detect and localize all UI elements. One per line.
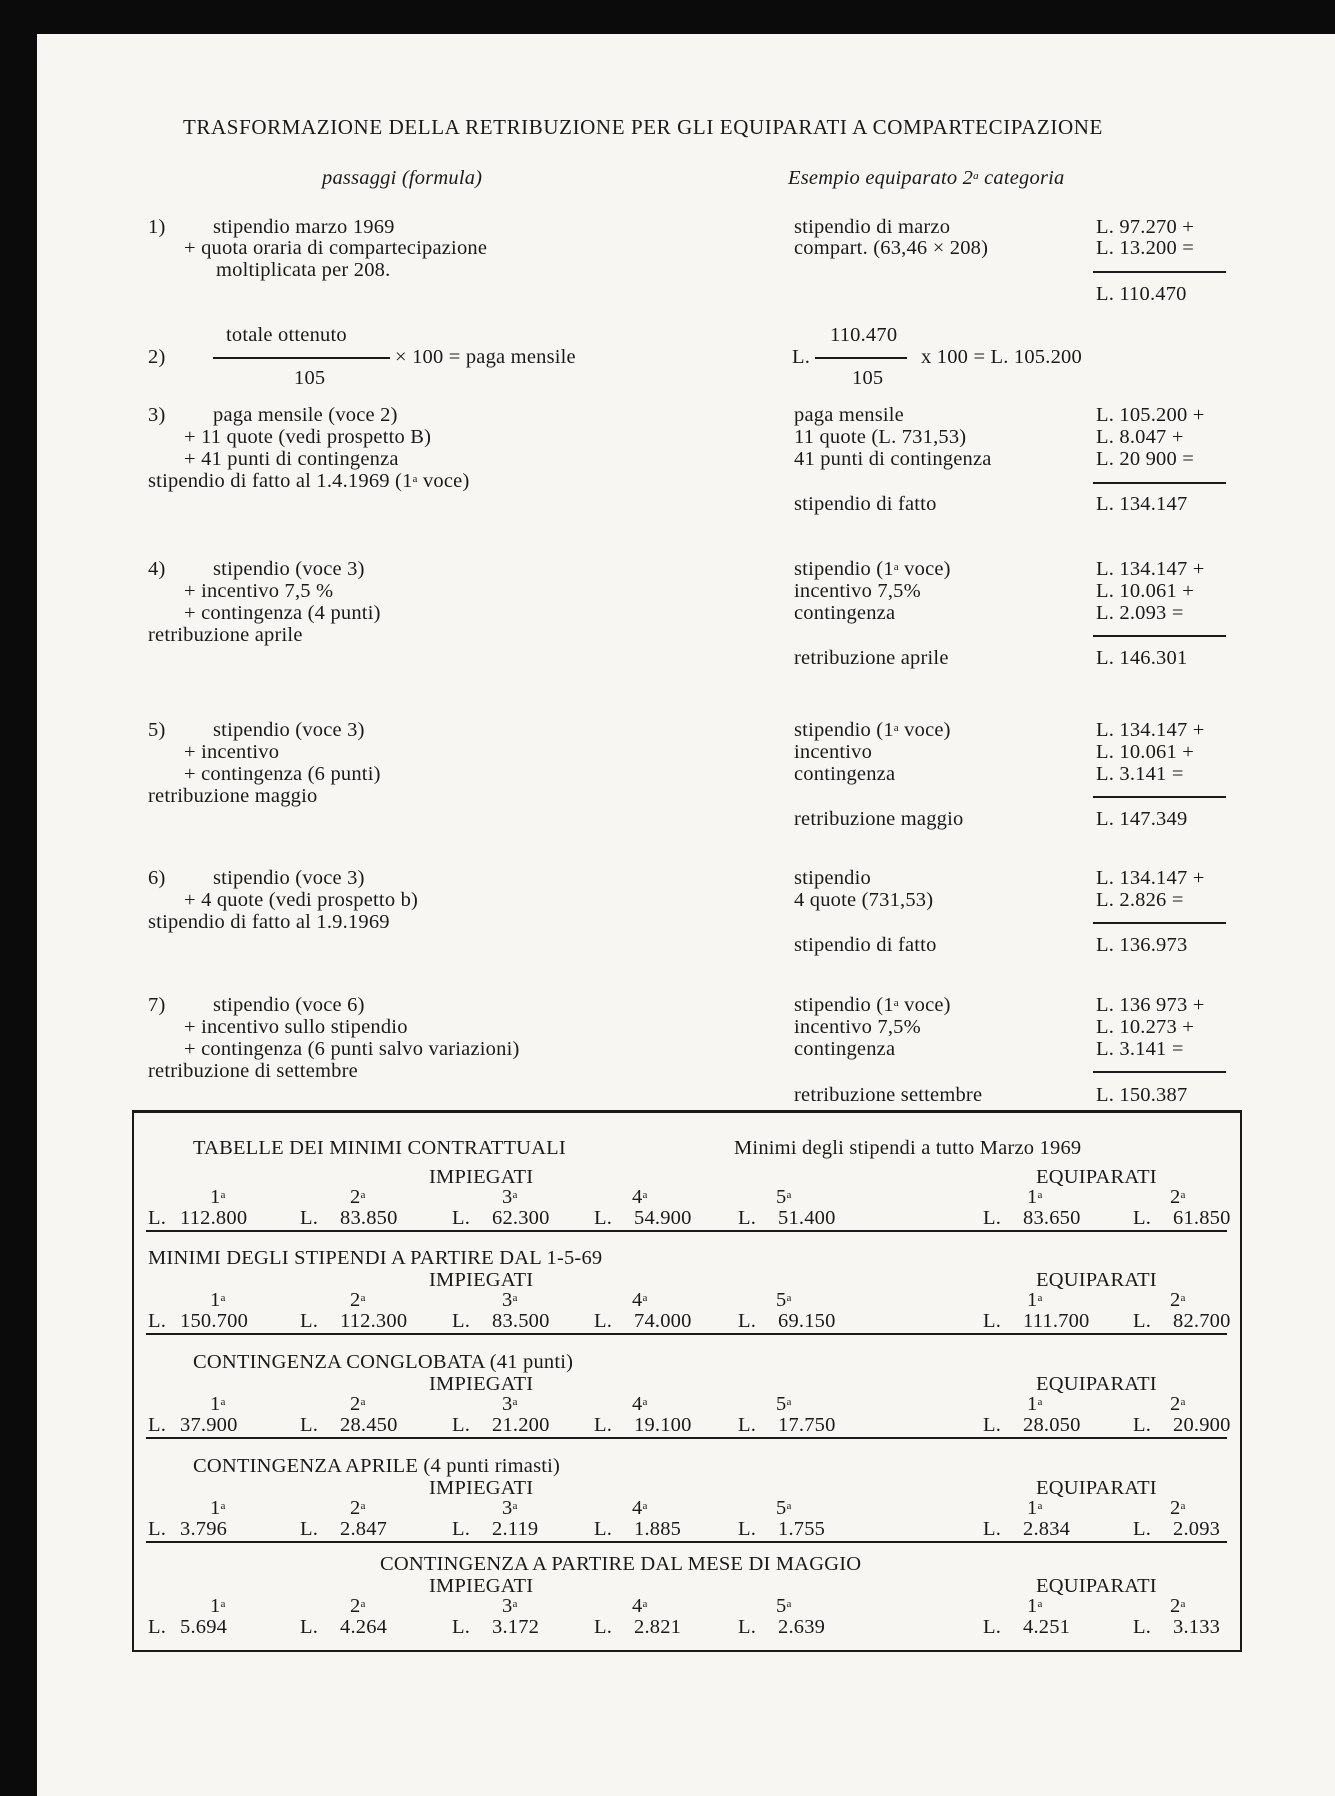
category-label: 3$^a$: [502, 1289, 518, 1311]
currency-prefix: L.: [983, 1207, 1002, 1229]
category-label: 5$^a$: [776, 1393, 792, 1415]
minimum-value: 51.400: [778, 1207, 836, 1229]
left-column-header: passaggi (formula): [322, 167, 483, 189]
example-5-value-a: L. 134.147 +: [1096, 719, 1205, 741]
category-label: 4$^a$: [632, 1595, 648, 1617]
category-label: 4$^a$: [632, 1289, 648, 1311]
currency-prefix: L.: [148, 1207, 167, 1229]
example-3-label-c: 41 punti di contingenza: [794, 448, 992, 470]
category-label: 3$^a$: [502, 1497, 518, 1519]
example-4-value-b: L. 10.061 +: [1096, 580, 1195, 602]
category-label: 2$^a$: [1170, 1595, 1186, 1617]
currency-prefix: L.: [300, 1518, 319, 1540]
minimum-value: 4.264: [340, 1616, 388, 1638]
step-5-line-2: + incentivo: [184, 741, 280, 763]
example-4-label-b: incentivo 7,5%: [794, 580, 921, 602]
impiegati-heading: IMPIEGATI: [429, 1477, 534, 1499]
currency-prefix: L.: [738, 1207, 757, 1229]
minimum-value: 2.119: [492, 1518, 539, 1540]
table-section-title: MINIMI DEGLI STIPENDI A PARTIRE DAL 1-5-69: [148, 1247, 603, 1269]
tables-header-left: TABELLE DEI MINIMI CONTRATTUALI: [193, 1137, 566, 1159]
example-1-value-a: L. 97.270 +: [1096, 216, 1195, 238]
example-3-total-value: L. 134.147: [1096, 493, 1188, 515]
section-divider: [146, 1541, 1227, 1543]
minimum-value: 2.847: [340, 1518, 388, 1540]
step-7-line-1: stipendio (voce 6): [213, 994, 365, 1016]
example-2-result: x 100 = L. 105.200: [921, 346, 1082, 368]
currency-prefix: L.: [300, 1616, 319, 1638]
sum-rule: [1093, 922, 1226, 924]
step-6-line-2: + 4 quote (vedi prospetto b): [184, 889, 419, 911]
category-label: 5$^a$: [776, 1289, 792, 1311]
currency-prefix: L.: [983, 1518, 1002, 1540]
category-label: 2$^a$: [350, 1186, 366, 1208]
example-3-label-b: 11 quote (L. 731,53): [794, 426, 967, 448]
category-label: 2$^a$: [350, 1497, 366, 1519]
minimum-value: 62.300: [492, 1207, 550, 1229]
category-label: 1$^a$: [210, 1497, 226, 1519]
example-7-value-b: L. 10.273 +: [1096, 1016, 1195, 1038]
currency-prefix: L.: [148, 1616, 167, 1638]
example-5-label-a: stipendio (1$^a$ voce): [794, 719, 951, 741]
example-2-numerator: 110.470: [830, 324, 898, 346]
example-6-total-value: L. 136.973: [1096, 934, 1188, 956]
step-3-line-4: stipendio di fatto al 1.4.1969 (1$^a$ voce): [148, 470, 470, 492]
minimum-value: 37.900: [180, 1414, 238, 1436]
step-4-line-3: + contingenza (4 punti): [184, 602, 381, 624]
minimum-value: 112.800: [180, 1207, 248, 1229]
minimum-value: 1.885: [634, 1518, 682, 1540]
minimum-value: 28.050: [1023, 1414, 1081, 1436]
currency-prefix: L.: [1133, 1518, 1152, 1540]
category-label: 5$^a$: [776, 1497, 792, 1519]
example-7-label-a: stipendio (1$^a$ voce): [794, 994, 951, 1016]
minimum-value: 4.251: [1023, 1616, 1071, 1638]
example-7-total-value: L. 150.387: [1096, 1084, 1188, 1106]
example-6-value-b: L. 2.826 =: [1096, 889, 1184, 911]
currency-prefix: L.: [1133, 1414, 1152, 1436]
step-7-number: 7): [148, 994, 166, 1016]
step-2-number: 2): [148, 346, 166, 368]
minimum-value: 19.100: [634, 1414, 692, 1436]
category-label: 1$^a$: [1027, 1595, 1043, 1617]
step-2-numerator: totale ottenuto: [226, 324, 347, 346]
currency-prefix: L.: [148, 1310, 167, 1332]
category-label: 4$^a$: [632, 1497, 648, 1519]
minimum-value: 2.093: [1173, 1518, 1221, 1540]
example-1-label-a: stipendio di marzo: [794, 216, 951, 238]
example-7-value-c: L. 3.141 =: [1096, 1038, 1184, 1060]
currency-prefix: L.: [452, 1616, 471, 1638]
step-1-line-1: stipendio marzo 1969: [213, 216, 395, 238]
category-label: 1$^a$: [210, 1595, 226, 1617]
equiparati-heading: EQUIPARATI: [1036, 1477, 1157, 1499]
example-5-value-b: L. 10.061 +: [1096, 741, 1195, 763]
example-6-label-a: stipendio: [794, 867, 871, 889]
fraction-bar: [213, 357, 390, 359]
example-5-label-b: incentivo: [794, 741, 873, 763]
example-4-total-label: retribuzione aprile: [794, 647, 949, 669]
currency-prefix: L.: [452, 1310, 471, 1332]
minimum-value: 3.796: [180, 1518, 228, 1540]
minimum-value: 83.850: [340, 1207, 398, 1229]
step-7-line-2: + incentivo sullo stipendio: [184, 1016, 408, 1038]
step-7-line-4: retribuzione di settembre: [148, 1060, 358, 1082]
example-3-value-b: L. 8.047 +: [1096, 426, 1184, 448]
step-2-formula: × 100 = paga mensile: [395, 346, 576, 368]
minimum-value: 2.834: [1023, 1518, 1071, 1540]
minimum-value: 3.133: [1173, 1616, 1221, 1638]
currency-prefix: L.: [983, 1616, 1002, 1638]
equiparati-heading: EQUIPARATI: [1036, 1166, 1157, 1188]
step-4-line-2: + incentivo 7,5 %: [184, 580, 334, 602]
minimum-value: 112.300: [340, 1310, 408, 1332]
sum-rule: [1093, 635, 1226, 637]
example-3-value-a: L. 105.200 +: [1096, 404, 1205, 426]
example-4-label-c: contingenza: [794, 602, 896, 624]
step-1-line-3: moltiplicata per 208.: [216, 259, 391, 281]
minimum-value: 5.694: [180, 1616, 228, 1638]
section-divider: [146, 1230, 1227, 1232]
category-label: 1$^a$: [1027, 1186, 1043, 1208]
section-divider: [146, 1333, 1227, 1335]
right-column-header: Esempio equiparato 2$^a$ categoria: [788, 167, 1065, 189]
minimum-value: 2.639: [778, 1616, 826, 1638]
table-section-title: CONTINGENZA APRILE (4 punti rimasti): [193, 1455, 561, 1477]
minimum-value: 83.500: [492, 1310, 550, 1332]
minimum-value: 69.150: [778, 1310, 836, 1332]
sum-rule: [1093, 271, 1226, 273]
example-5-value-c: L. 3.141 =: [1096, 763, 1184, 785]
example-5-total-label: retribuzione maggio: [794, 808, 964, 830]
category-label: 2$^a$: [1170, 1289, 1186, 1311]
minimum-value: 83.650: [1023, 1207, 1081, 1229]
minimum-value: 61.850: [1173, 1207, 1231, 1229]
example-7-total-label: retribuzione settembre: [794, 1084, 983, 1106]
table-section-title: CONTINGENZA A PARTIRE DAL MESE DI MAGGIO: [380, 1553, 862, 1575]
minimum-value: 3.172: [492, 1616, 540, 1638]
category-label: 1$^a$: [1027, 1393, 1043, 1415]
currency-prefix: L.: [1133, 1616, 1152, 1638]
example-2-prefix: L.: [792, 346, 811, 368]
category-label: 5$^a$: [776, 1186, 792, 1208]
sum-rule: [1093, 482, 1226, 484]
currency-prefix: L.: [1133, 1310, 1152, 1332]
category-label: 4$^a$: [632, 1393, 648, 1415]
step-1-number: 1): [148, 216, 166, 238]
currency-prefix: L.: [148, 1414, 167, 1436]
example-6-value-a: L. 134.147 +: [1096, 867, 1205, 889]
equiparati-heading: EQUIPARATI: [1036, 1269, 1157, 1291]
step-4-line-4: retribuzione aprile: [148, 624, 303, 646]
example-1-value-b: L. 13.200 =: [1096, 237, 1195, 259]
minimum-value: 74.000: [634, 1310, 692, 1332]
example-7-label-b: incentivo 7,5%: [794, 1016, 921, 1038]
category-label: 3$^a$: [502, 1595, 518, 1617]
minimum-value: 20.900: [1173, 1414, 1231, 1436]
step-5-line-3: + contingenza (6 punti): [184, 763, 381, 785]
step-6-line-3: stipendio di fatto al 1.9.1969: [148, 911, 390, 933]
currency-prefix: L.: [594, 1310, 613, 1332]
example-4-value-a: L. 134.147 +: [1096, 558, 1205, 580]
example-4-label-a: stipendio (1$^a$ voce): [794, 558, 951, 580]
example-3-value-c: L. 20 900 =: [1096, 448, 1195, 470]
currency-prefix: L.: [300, 1414, 319, 1436]
category-label: 2$^a$: [350, 1289, 366, 1311]
step-5-line-1: stipendio (voce 3): [213, 719, 365, 741]
example-4-value-c: L. 2.093 =: [1096, 602, 1184, 624]
example-7-label-c: contingenza: [794, 1038, 896, 1060]
step-2-denominator: 105: [294, 367, 326, 389]
example-3-label-a: paga mensile: [794, 404, 904, 426]
example-1-label-b: compart. (63,46 × 208): [794, 237, 989, 259]
category-label: 1$^a$: [210, 1393, 226, 1415]
example-5-label-c: contingenza: [794, 763, 896, 785]
sum-rule: [1093, 1071, 1226, 1073]
category-label: 2$^a$: [1170, 1186, 1186, 1208]
step-4-number: 4): [148, 558, 166, 580]
impiegati-heading: IMPIEGATI: [429, 1373, 534, 1395]
category-label: 1$^a$: [1027, 1497, 1043, 1519]
sum-rule: [1093, 796, 1226, 798]
example-5-total-value: L. 147.349: [1096, 808, 1188, 830]
impiegati-heading: IMPIEGATI: [429, 1166, 534, 1188]
example-3-total-label: stipendio di fatto: [794, 493, 937, 515]
minimum-value: 150.700: [180, 1310, 249, 1332]
table-section-title: CONTINGENZA CONGLOBATA (41 punti): [193, 1351, 574, 1373]
currency-prefix: L.: [452, 1518, 471, 1540]
step-1-line-2: + quota oraria di compartecipazione: [184, 237, 488, 259]
currency-prefix: L.: [594, 1414, 613, 1436]
impiegati-heading: IMPIEGATI: [429, 1575, 534, 1597]
currency-prefix: L.: [300, 1207, 319, 1229]
example-6-total-label: stipendio di fatto: [794, 934, 937, 956]
currency-prefix: L.: [738, 1414, 757, 1436]
category-label: 1$^a$: [210, 1289, 226, 1311]
step-5-line-4: retribuzione maggio: [148, 785, 318, 807]
currency-prefix: L.: [300, 1310, 319, 1332]
step-3-number: 3): [148, 404, 166, 426]
example-1-total: L. 110.470: [1096, 283, 1187, 305]
category-label: 3$^a$: [502, 1393, 518, 1415]
step-4-line-1: stipendio (voce 3): [213, 558, 365, 580]
step-5-number: 5): [148, 719, 166, 741]
category-label: 3$^a$: [502, 1186, 518, 1208]
step-7-line-3: + contingenza (6 punti salvo variazioni): [184, 1038, 520, 1060]
currency-prefix: L.: [738, 1616, 757, 1638]
impiegati-heading: IMPIEGATI: [429, 1269, 534, 1291]
document-title: TRASFORMAZIONE DELLA RETRIBUZIONE PER GLI EQUIPARATI A COMPARTECIPAZIONE: [183, 115, 1103, 139]
fraction-bar: [815, 357, 907, 359]
minimum-value: 21.200: [492, 1414, 550, 1436]
step-3-line-3: + 41 punti di contingenza: [184, 448, 399, 470]
currency-prefix: L.: [452, 1414, 471, 1436]
currency-prefix: L.: [983, 1414, 1002, 1436]
equiparati-heading: EQUIPARATI: [1036, 1373, 1157, 1395]
section-divider: [146, 1437, 1227, 1439]
step-6-number: 6): [148, 867, 166, 889]
currency-prefix: L.: [738, 1310, 757, 1332]
category-label: 2$^a$: [350, 1393, 366, 1415]
category-label: 5$^a$: [776, 1595, 792, 1617]
category-label: 2$^a$: [350, 1595, 366, 1617]
currency-prefix: L.: [594, 1207, 613, 1229]
category-label: 2$^a$: [1170, 1393, 1186, 1415]
minimum-value: 2.821: [634, 1616, 682, 1638]
minimum-value: 1.755: [778, 1518, 826, 1540]
minimum-value: 17.750: [778, 1414, 836, 1436]
currency-prefix: L.: [738, 1518, 757, 1540]
step-6-line-1: stipendio (voce 3): [213, 867, 365, 889]
category-label: 4$^a$: [632, 1186, 648, 1208]
category-label: 1$^a$: [210, 1186, 226, 1208]
currency-prefix: L.: [148, 1518, 167, 1540]
minimum-value: 54.900: [634, 1207, 692, 1229]
minimum-value: 82.700: [1173, 1310, 1231, 1332]
currency-prefix: L.: [1133, 1207, 1152, 1229]
minimum-value: 111.700: [1023, 1310, 1090, 1332]
category-label: 1$^a$: [1027, 1289, 1043, 1311]
example-2-denominator: 105: [852, 367, 884, 389]
step-3-line-1: paga mensile (voce 2): [213, 404, 398, 426]
example-4-total-value: L. 146.301: [1096, 647, 1188, 669]
example-7-value-a: L. 136 973 +: [1096, 994, 1205, 1016]
currency-prefix: L.: [594, 1616, 613, 1638]
equiparati-heading: EQUIPARATI: [1036, 1575, 1157, 1597]
example-6-label-b: 4 quote (731,53): [794, 889, 934, 911]
tables-header-right: Minimi degli stipendi a tutto Marzo 1969: [734, 1137, 1082, 1159]
currency-prefix: L.: [594, 1518, 613, 1540]
currency-prefix: L.: [983, 1310, 1002, 1332]
step-3-line-2: + 11 quote (vedi prospetto B): [184, 426, 432, 448]
category-label: 2$^a$: [1170, 1497, 1186, 1519]
minimum-value: 28.450: [340, 1414, 398, 1436]
currency-prefix: L.: [452, 1207, 471, 1229]
